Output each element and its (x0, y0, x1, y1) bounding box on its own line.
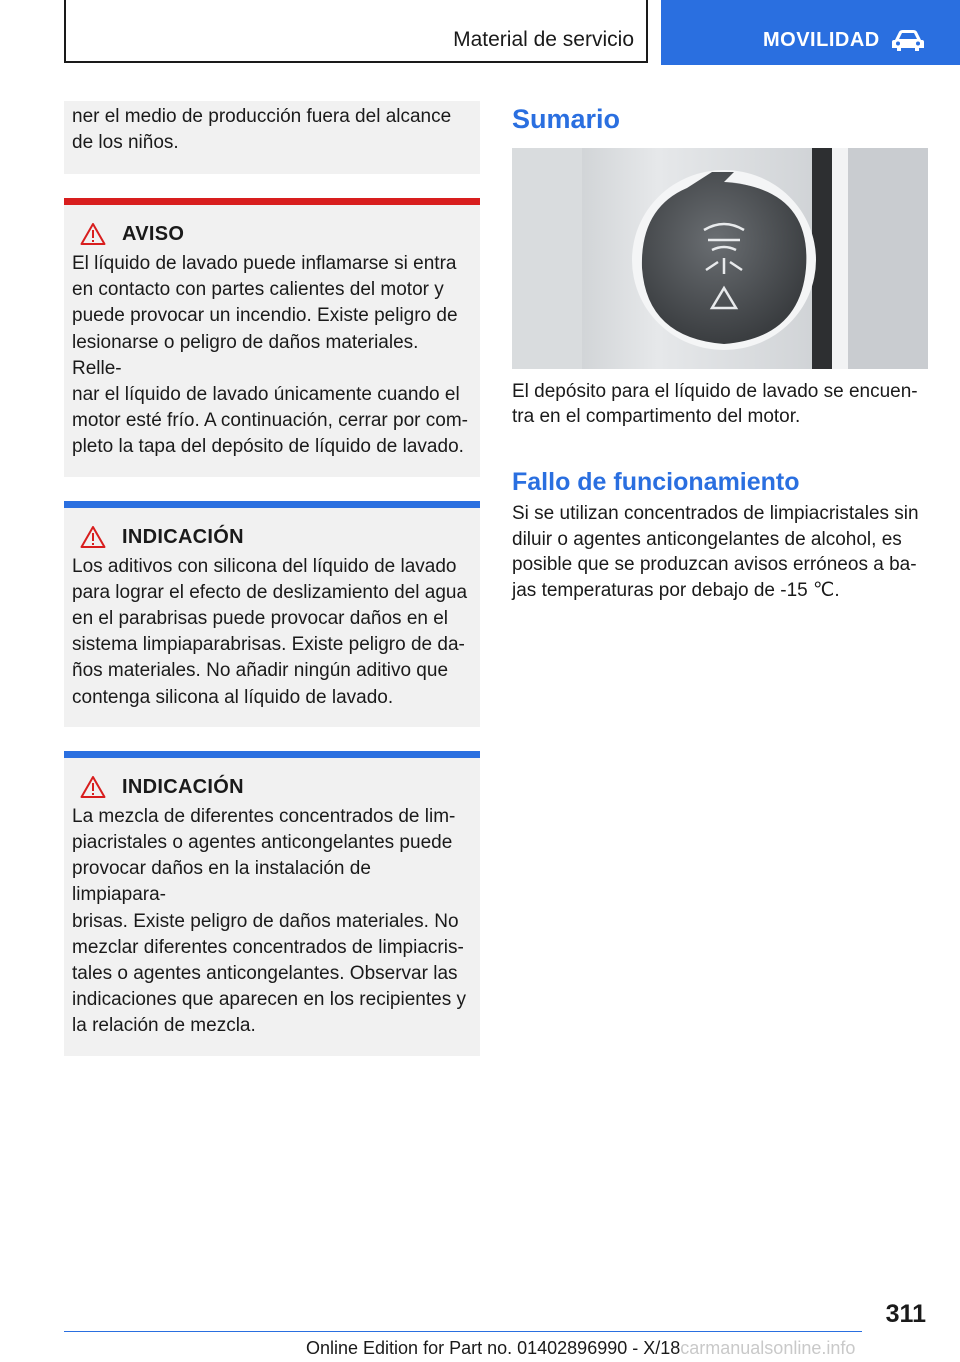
page-number: 311 (885, 1300, 926, 1328)
subsection-heading: Fallo de funcionamiento (512, 468, 800, 496)
warning-text: El líquido de lavado puede inflamarse si entra en contacto con partes calientes del motor y puede provocar un incendio. Existe peligro de lesionarse o peligro de daños materiales. Relle- nar el líquido de lavado únicamente cuando el motor esté frío. A continuación, cerrar por com- pleto la tapa del depósito de líquido de lavado. (72, 253, 469, 458)
warning-box (64, 198, 480, 477)
header-section-box (64, 0, 648, 63)
warning-triangle-icon (80, 222, 106, 246)
notice-text-1: Los aditivos con silicona del líquido de lavado para lograr el efecto de deslizamiento del agua en el parabrisas puede provocar daños en el sistema limpiaparabrisas. Existe peligro de da- ños materiales. No añadir ningún aditivo que contenga silicona al líquido de lavado. (72, 555, 468, 708)
footer-watermark: carmanualsonline.info (680, 1338, 856, 1358)
header-section-title: Material de servicio (453, 28, 634, 51)
section-heading: Sumario (512, 104, 621, 134)
notice-bar-1 (64, 501, 480, 508)
notice-box-2 (64, 751, 480, 1056)
warning-triangle-icon (80, 775, 106, 799)
header-chapter-title: MOVILIDAD (763, 29, 880, 51)
footer-edition (306, 1338, 855, 1359)
right-column (512, 100, 928, 603)
header-chapter-tab (661, 0, 960, 65)
intro-box (64, 101, 480, 174)
car-icon (891, 28, 925, 52)
footer-rule (64, 1331, 862, 1332)
footer-edition-text: Online Edition for Part no. 01402896990 - X/18 (306, 1338, 681, 1358)
notice-title-2: INDICACIÓN (122, 775, 244, 798)
notice-title-1: INDICACIÓN (122, 525, 244, 548)
notice-text-2: La mezcla de diferentes concentrados de lim- piacristales o agentes anticongelantes puede provocar daños en la instalación de limpiapara- brisas. Existe peligro de daños materiales. No mezclar diferentes concentrados de limpiacris- tales o agentes anticongelantes. Observar las indicaciones que aparecen en los recipientes y la relación de mezcla. (72, 805, 466, 1037)
photo-caption: El depósito para el líquido de lavado se encuen- tra en el compartimento del motor. (512, 381, 918, 427)
washer-reservoir-photo (512, 148, 928, 369)
warning-title: AVISO (122, 222, 185, 245)
notice-box-1 (64, 501, 480, 727)
intro-text: ner el medio de producción fuera del alcance de los niños. (72, 106, 452, 154)
warning-bar (64, 198, 480, 205)
notice-bar-2 (64, 751, 480, 758)
left-column (64, 101, 480, 1068)
malfunction-paragraph: Si se utilizan concentrados de limpiacristales sin diluir o agentes anticongelantes de alcohol, es posible que se produzcan avisos erróneos a ba- jas temperaturas por debajo de -15 ℃. (512, 503, 919, 601)
warning-triangle-icon (80, 525, 106, 549)
